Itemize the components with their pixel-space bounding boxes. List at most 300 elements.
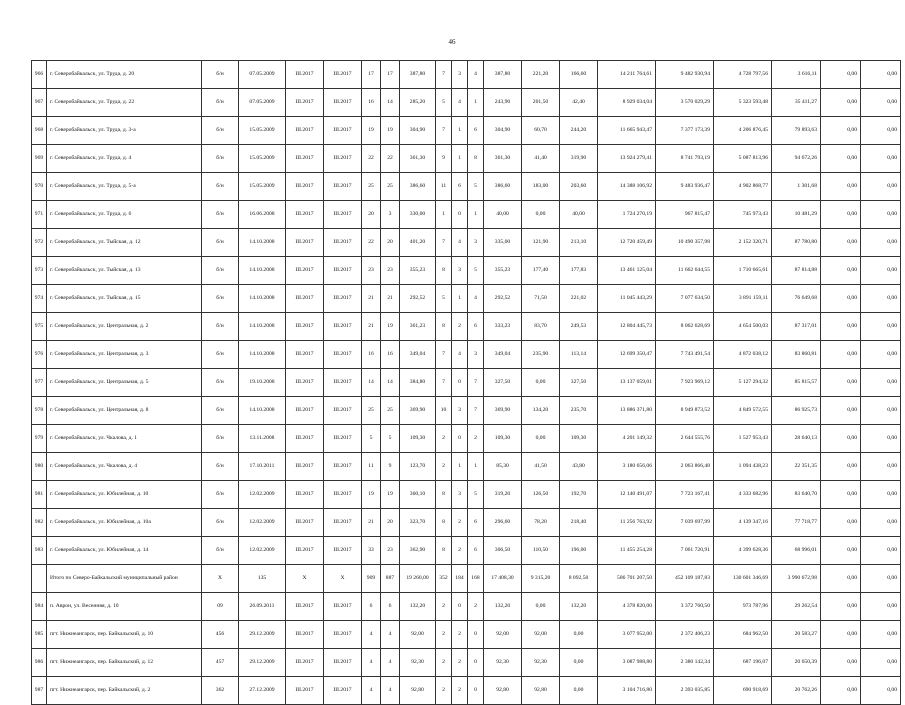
- cell-address: г. Северобайкальск, ул. Тыйская, д. 15: [47, 285, 202, 313]
- cell-cost-extra-1: 0,00: [821, 425, 861, 453]
- cell-residents-total: 21: [362, 313, 381, 341]
- cell-doc-number: б/н: [202, 509, 239, 537]
- cell-row-number: 985: [32, 621, 47, 649]
- cell-cost-total: 13 924 279,41: [598, 145, 656, 173]
- cell-row-number: 987: [32, 677, 47, 705]
- cell-area-total: 401,20: [400, 229, 436, 257]
- cell-address: п. Аврон, ул. Весенняя, д. 10: [47, 593, 202, 621]
- cell-residents-total: 33: [362, 537, 381, 565]
- cell-rooms-municipal: 6: [468, 537, 484, 565]
- cell-area-total: 384,80: [400, 369, 436, 397]
- cell-cost-extra-2: 0,00: [861, 509, 901, 537]
- cell-cost-budget: 3 891 159,11: [714, 285, 772, 313]
- cell-cost-total: 3 180 656,06: [598, 453, 656, 481]
- cell-cost-extra-1: 0,00: [821, 229, 861, 257]
- cell-rooms-private: 6: [452, 173, 468, 201]
- cell-residents-total: 19: [362, 117, 381, 145]
- cell-rooms-municipal: 1: [468, 453, 484, 481]
- cell-cost-local: 3 616,11: [772, 61, 821, 89]
- cell-rooms-total: 11: [436, 173, 452, 201]
- cell-address: г. Северобайкальск, ул. Тыйская, д. 13: [47, 257, 202, 285]
- cell-plan-start: III.2017: [286, 89, 324, 117]
- cell-cost-local: 87 814,88: [772, 257, 821, 285]
- cell-area-municipal: 221,02: [560, 285, 598, 313]
- cell-plan-end: III.2017: [324, 257, 362, 285]
- cell-rooms-municipal: 1: [468, 89, 484, 117]
- cell-doc-date: 14.10.2008: [239, 397, 286, 425]
- cell-plan-end: III.2017: [324, 509, 362, 537]
- cell-residents-total: 4: [362, 621, 381, 649]
- cell-rooms-total: 8: [436, 313, 452, 341]
- cell-address: Итого по Северо-Байкальский муниципальный район: [47, 565, 202, 593]
- cell-area-total: 304,90: [400, 117, 436, 145]
- cell-cost-local: 85 815,57: [772, 369, 821, 397]
- cell-rooms-private: 3: [452, 481, 468, 509]
- summary-row: [32, 565, 901, 593]
- cell-row-number: [32, 565, 47, 593]
- cell-area-private: 177,40: [522, 257, 560, 285]
- cell-residents-total: 16: [362, 89, 381, 117]
- cell-row-number: 975: [32, 313, 47, 341]
- table-row: [32, 509, 901, 537]
- cell-cost-extra-2: 0,00: [861, 369, 901, 397]
- cell-cost-local: 1 301,68: [772, 173, 821, 201]
- cell-area-total: 360,10: [400, 481, 436, 509]
- cell-doc-number: 09: [202, 593, 239, 621]
- cell-residents-total: 19: [362, 481, 381, 509]
- cell-rooms-total: 7: [436, 369, 452, 397]
- cell-area-relocated: 85,30: [484, 453, 522, 481]
- cell-cost-total: 11 665 943,47: [598, 117, 656, 145]
- table-row: [32, 341, 901, 369]
- cell-doc-number: б/н: [202, 229, 239, 257]
- cell-plan-end: III.2017: [324, 481, 362, 509]
- cell-residents-relocated: 14: [381, 89, 400, 117]
- cell-plan-end: III.2017: [324, 369, 362, 397]
- cell-cost-extra-1: 0,00: [821, 397, 861, 425]
- cell-cost-total: 3 087 988,80: [598, 649, 656, 677]
- cell-address: г. Северобайкальск, ул. Чкалова, д. 4: [47, 453, 202, 481]
- cell-area-municipal: 42,40: [560, 89, 598, 117]
- cell-row-number: 978: [32, 397, 47, 425]
- cell-residents-total: 20: [362, 201, 381, 229]
- cell-plan-start: III.2017: [286, 397, 324, 425]
- cell-area-private: 201,50: [522, 89, 560, 117]
- cell-cost-budget: 4 206 876,45: [714, 117, 772, 145]
- cell-residents-relocated: 25: [381, 397, 400, 425]
- cell-area-private: 183,00: [522, 173, 560, 201]
- cell-plan-end: III.2017: [324, 341, 362, 369]
- cell-cost-local: 28 640,13: [772, 425, 821, 453]
- cell-area-private: 110,50: [522, 537, 560, 565]
- cell-cost-budget: 130 601 346,69: [714, 565, 772, 593]
- cell-area-municipal: 8 092,50: [560, 565, 598, 593]
- cell-doc-date: 16.06.2008: [239, 201, 286, 229]
- cell-residents-total: 17: [362, 61, 381, 89]
- cell-area-relocated: 17 408,30: [484, 565, 522, 593]
- cell-residents-relocated: 23: [381, 257, 400, 285]
- cell-doc-number: б/н: [202, 117, 239, 145]
- cell-cost-fund: 7 061 720,91: [656, 537, 714, 565]
- cell-row-number: 982: [32, 509, 47, 537]
- cell-cost-extra-2: 0,00: [861, 229, 901, 257]
- cell-plan-start: III.2017: [286, 341, 324, 369]
- table-row: [32, 621, 901, 649]
- cell-doc-date: 13.11.2008: [239, 425, 286, 453]
- cell-rooms-municipal: 8: [468, 145, 484, 173]
- cell-cost-total: 3 077 952,00: [598, 621, 656, 649]
- cell-rooms-private: 2: [452, 509, 468, 537]
- cell-residents-total: 25: [362, 397, 381, 425]
- cell-rooms-municipal: 6: [468, 509, 484, 537]
- cell-row-number: 984: [32, 593, 47, 621]
- cell-address: г. Северобайкальск, ул. Труда, д. 20: [47, 61, 202, 89]
- cell-rooms-total: 2: [436, 621, 452, 649]
- cell-doc-date: 14.10.2008: [239, 285, 286, 313]
- cell-residents-relocated: 21: [381, 285, 400, 313]
- cell-plan-end: III.2017: [324, 453, 362, 481]
- cell-cost-extra-1: 0,00: [821, 509, 861, 537]
- cell-plan-start: III.2017: [286, 257, 324, 285]
- cell-residents-relocated: 17: [381, 61, 400, 89]
- cell-cost-total: 11 045 443,29: [598, 285, 656, 313]
- cell-cost-local: 94 672,26: [772, 145, 821, 173]
- cell-area-private: 92,80: [522, 677, 560, 705]
- cell-doc-number: X: [202, 565, 239, 593]
- cell-row-number: 983: [32, 537, 47, 565]
- cell-cost-total: 3 104 716,80: [598, 677, 656, 705]
- cell-doc-number: 456: [202, 621, 239, 649]
- cell-cost-local: 20 762,26: [772, 677, 821, 705]
- cell-rooms-private: 0: [452, 201, 468, 229]
- cell-cost-fund: 9 483 936,47: [656, 173, 714, 201]
- cell-address: г. Северобайкальск, ул. Юбилейная, д. 10а: [47, 509, 202, 537]
- cell-residents-total: 21: [362, 509, 381, 537]
- cell-cost-budget: 5 087 813,96: [714, 145, 772, 173]
- cell-cost-budget: 5 323 593,48: [714, 89, 772, 117]
- cell-cost-extra-1: 0,00: [821, 313, 861, 341]
- table-row: [32, 677, 901, 705]
- cell-cost-fund: 2 372 406,23: [656, 621, 714, 649]
- cell-row-number: 977: [32, 369, 47, 397]
- cell-area-total: 361,23: [400, 313, 436, 341]
- cell-doc-number: б/н: [202, 89, 239, 117]
- cell-area-relocated: 92,30: [484, 649, 522, 677]
- cell-cost-extra-2: 0,00: [861, 537, 901, 565]
- cell-area-private: 0,00: [522, 201, 560, 229]
- cell-doc-number: б/н: [202, 369, 239, 397]
- cell-area-relocated: 306,50: [484, 537, 522, 565]
- cell-area-relocated: 386,60: [484, 173, 522, 201]
- cell-residents-relocated: 4: [381, 677, 400, 705]
- cell-doc-number: б/н: [202, 313, 239, 341]
- cell-area-private: 121,90: [522, 229, 560, 257]
- cell-doc-date: 12.02.2009: [239, 509, 286, 537]
- cell-cost-fund: 3 570 029,29: [656, 89, 714, 117]
- cell-cost-total: 12 140 491,07: [598, 481, 656, 509]
- cell-doc-number: б/н: [202, 481, 239, 509]
- cell-rooms-municipal: 7: [468, 369, 484, 397]
- cell-rooms-private: 0: [452, 369, 468, 397]
- cell-cost-fund: 7 039 697,99: [656, 509, 714, 537]
- cell-cost-total: 8 929 034,04: [598, 89, 656, 117]
- cell-area-total: 369,90: [400, 397, 436, 425]
- cell-plan-end: III.2017: [324, 173, 362, 201]
- table-row: [32, 481, 901, 509]
- cell-residents-relocated: 19: [381, 117, 400, 145]
- cell-cost-fund: 8 949 873,52: [656, 397, 714, 425]
- cell-cost-extra-2: 0,00: [861, 425, 901, 453]
- cell-plan-start: III.2017: [286, 621, 324, 649]
- table-row: [32, 117, 901, 145]
- cell-cost-extra-2: 0,00: [861, 201, 901, 229]
- cell-doc-date: 14.10.2008: [239, 313, 286, 341]
- cell-area-private: 0,00: [522, 425, 560, 453]
- cell-address: г. Северобайкальск, ул. Центральная, д. 5: [47, 369, 202, 397]
- table-row: [32, 229, 901, 257]
- cell-cost-total: 4 378 820,00: [598, 593, 656, 621]
- cell-address: пгт. Нижнеангарск, пер. Байкальский, д. 12: [47, 649, 202, 677]
- cell-area-private: 92,30: [522, 649, 560, 677]
- cell-doc-date: 29.12.2009: [239, 649, 286, 677]
- cell-address: г. Северобайкальск, ул. Труда, д. 4: [47, 145, 202, 173]
- cell-rooms-private: 3: [452, 61, 468, 89]
- cell-cost-total: 14 388 106,92: [598, 173, 656, 201]
- cell-rooms-private: 4: [452, 89, 468, 117]
- cell-area-private: 9 315,20: [522, 565, 560, 593]
- cell-cost-budget: 2 152 320,71: [714, 229, 772, 257]
- cell-doc-number: 457: [202, 649, 239, 677]
- cell-area-private: 41,50: [522, 453, 560, 481]
- cell-doc-date: 135: [239, 565, 286, 593]
- cell-cost-fund: 8 741 793,19: [656, 145, 714, 173]
- cell-residents-total: 14: [362, 369, 381, 397]
- cell-rooms-municipal: 0: [468, 677, 484, 705]
- cell-cost-local: 83 860,81: [772, 341, 821, 369]
- cell-cost-local: 87 780,80: [772, 229, 821, 257]
- cell-rooms-private: 4: [452, 341, 468, 369]
- cell-cost-fund: 8 062 628,69: [656, 313, 714, 341]
- cell-address: г. Северобайкальск, ул. Труда, д. 22: [47, 89, 202, 117]
- cell-plan-end: III.2017: [324, 621, 362, 649]
- cell-area-municipal: 319,90: [560, 145, 598, 173]
- cell-rooms-total: 7: [436, 229, 452, 257]
- cell-cost-fund: 7 377 173,39: [656, 117, 714, 145]
- cell-rooms-private: 2: [452, 621, 468, 649]
- cell-area-private: 41,40: [522, 145, 560, 173]
- cell-doc-date: 19.10.2008: [239, 369, 286, 397]
- cell-area-total: 109,30: [400, 425, 436, 453]
- cell-area-total: 292,52: [400, 285, 436, 313]
- cell-rooms-total: 8: [436, 481, 452, 509]
- cell-cost-fund: 7 077 634,50: [656, 285, 714, 313]
- cell-doc-number: б/н: [202, 285, 239, 313]
- cell-residents-relocated: 14: [381, 369, 400, 397]
- cell-area-municipal: 0,00: [560, 677, 598, 705]
- cell-cost-extra-1: 0,00: [821, 453, 861, 481]
- cell-plan-end: X: [324, 565, 362, 593]
- cell-area-relocated: 296,60: [484, 509, 522, 537]
- cell-rooms-total: 352: [436, 565, 452, 593]
- cell-area-municipal: 213,10: [560, 229, 598, 257]
- cell-doc-date: 15.05.2009: [239, 117, 286, 145]
- cell-rooms-private: 184: [452, 565, 468, 593]
- cell-residents-relocated: 23: [381, 537, 400, 565]
- cell-cost-extra-1: 0,00: [821, 565, 861, 593]
- cell-area-municipal: 203,60: [560, 173, 598, 201]
- cell-doc-date: 15.05.2009: [239, 145, 286, 173]
- cell-row-number: 966: [32, 61, 47, 89]
- cell-doc-date: 14.10.2008: [239, 229, 286, 257]
- cell-area-relocated: 327,50: [484, 369, 522, 397]
- cell-cost-local: 76 649,68: [772, 285, 821, 313]
- cell-area-municipal: 113,14: [560, 341, 598, 369]
- cell-residents-relocated: 16: [381, 341, 400, 369]
- cell-cost-fund: 2 380 142,34: [656, 649, 714, 677]
- cell-rooms-total: 7: [436, 117, 452, 145]
- cell-cost-extra-1: 0,00: [821, 145, 861, 173]
- cell-doc-number: б/н: [202, 173, 239, 201]
- cell-cost-fund: 452 109 187,83: [656, 565, 714, 593]
- cell-address: г. Северобайкальск, ул. Юбилейная, д. 10: [47, 481, 202, 509]
- cell-cost-extra-2: 0,00: [861, 593, 901, 621]
- cell-cost-extra-2: 0,00: [861, 677, 901, 705]
- cell-cost-budget: 4 728 797,56: [714, 61, 772, 89]
- cell-doc-date: 15.05.2009: [239, 173, 286, 201]
- table-row: [32, 649, 901, 677]
- cell-row-number: 971: [32, 201, 47, 229]
- cell-rooms-total: 2: [436, 425, 452, 453]
- cell-residents-relocated: 3: [381, 201, 400, 229]
- cell-address: пгт. Нижнеангарск, пер. Байкальский, д. 10: [47, 621, 202, 649]
- cell-residents-total: 6: [362, 593, 381, 621]
- cell-plan-end: III.2017: [324, 537, 362, 565]
- cell-cost-total: 13 886 371,80: [598, 397, 656, 425]
- cell-area-relocated: 40,00: [484, 201, 522, 229]
- cell-cost-extra-2: 0,00: [861, 341, 901, 369]
- cell-plan-start: III.2017: [286, 425, 324, 453]
- cell-cost-extra-2: 0,00: [861, 117, 901, 145]
- cell-rooms-private: 2: [452, 649, 468, 677]
- cell-rooms-total: 8: [436, 537, 452, 565]
- cell-doc-date: 12.02.2009: [239, 537, 286, 565]
- cell-rooms-municipal: 6: [468, 313, 484, 341]
- cell-area-relocated: 349,04: [484, 341, 522, 369]
- cell-cost-budget: 4 902 868,77: [714, 173, 772, 201]
- cell-cost-budget: 4 849 572,55: [714, 397, 772, 425]
- cell-area-total: 92,30: [400, 649, 436, 677]
- cell-area-relocated: 92,00: [484, 621, 522, 649]
- cell-area-private: 71,50: [522, 285, 560, 313]
- cell-cost-extra-2: 0,00: [861, 397, 901, 425]
- cell-doc-date: 07.05.2009: [239, 89, 286, 117]
- cell-plan-start: III.2017: [286, 117, 324, 145]
- cell-cost-total: 11 455 254,28: [598, 537, 656, 565]
- cell-area-private: 92,00: [522, 621, 560, 649]
- cell-cost-total: 12 804 445,73: [598, 313, 656, 341]
- cell-address: г. Северобайкальск, ул. Труда, д. 6: [47, 201, 202, 229]
- cell-cost-budget: 1 710 665,61: [714, 257, 772, 285]
- cell-cost-extra-1: 0,00: [821, 593, 861, 621]
- cell-residents-total: 21: [362, 285, 381, 313]
- cell-cost-local: 22 351,35: [772, 453, 821, 481]
- cell-doc-number: б/н: [202, 397, 239, 425]
- cell-row-number: 973: [32, 257, 47, 285]
- cell-rooms-total: 7: [436, 61, 452, 89]
- cell-area-relocated: 361,30: [484, 145, 522, 173]
- cell-area-relocated: 319,20: [484, 481, 522, 509]
- cell-rooms-private: 2: [452, 537, 468, 565]
- cell-cost-local: 77 718,77: [772, 509, 821, 537]
- cell-cost-extra-2: 0,00: [861, 649, 901, 677]
- cell-area-private: 0,00: [522, 369, 560, 397]
- cell-address: г. Северобайкальск, ул. Труда, д. 3-а: [47, 117, 202, 145]
- cell-rooms-total: 1: [436, 201, 452, 229]
- cell-row-number: 986: [32, 649, 47, 677]
- cell-plan-start: III.2017: [286, 369, 324, 397]
- cell-cost-total: 12 720 459,49: [598, 229, 656, 257]
- cell-area-municipal: 43,80: [560, 453, 598, 481]
- cell-cost-extra-1: 0,00: [821, 369, 861, 397]
- cell-cost-local: 83 640,70: [772, 481, 821, 509]
- cell-residents-relocated: 19: [381, 313, 400, 341]
- cell-plan-end: III.2017: [324, 397, 362, 425]
- cell-cost-extra-2: 0,00: [861, 565, 901, 593]
- cell-area-relocated: 387,80: [484, 61, 522, 89]
- cell-row-number: 968: [32, 117, 47, 145]
- cell-doc-number: б/н: [202, 61, 239, 89]
- cell-rooms-municipal: 5: [468, 257, 484, 285]
- cell-address: г. Северобайкальск, ул. Чкалова, д. 1: [47, 425, 202, 453]
- cell-area-total: 386,60: [400, 173, 436, 201]
- cell-area-municipal: 196,00: [560, 537, 598, 565]
- cell-doc-number: 362: [202, 677, 239, 705]
- cell-plan-start: X: [286, 565, 324, 593]
- cell-cost-extra-2: 0,00: [861, 453, 901, 481]
- cell-rooms-municipal: 2: [468, 593, 484, 621]
- cell-cost-fund: 11 662 644,55: [656, 257, 714, 285]
- cell-cost-extra-2: 0,00: [861, 173, 901, 201]
- cell-rooms-private: 0: [452, 593, 468, 621]
- cell-cost-budget: 1 094 438,23: [714, 453, 772, 481]
- cell-rooms-total: 10: [436, 397, 452, 425]
- cell-residents-total: 5: [362, 425, 381, 453]
- cell-rooms-private: 0: [452, 425, 468, 453]
- table-row: [32, 173, 901, 201]
- cell-area-total: 361,30: [400, 145, 436, 173]
- cell-plan-start: III.2017: [286, 509, 324, 537]
- cell-area-relocated: 109,30: [484, 425, 522, 453]
- cell-cost-fund: 9 482 930,94: [656, 61, 714, 89]
- cell-cost-extra-1: 0,00: [821, 173, 861, 201]
- cell-plan-end: III.2017: [324, 89, 362, 117]
- cell-cost-budget: 690 918,69: [714, 677, 772, 705]
- cell-plan-start: III.2017: [286, 481, 324, 509]
- table-row: [32, 453, 901, 481]
- cell-row-number: 967: [32, 89, 47, 117]
- cell-area-municipal: 40,00: [560, 201, 598, 229]
- cell-address: г. Северобайкальск, ул. Центральная, д. 2: [47, 313, 202, 341]
- cell-residents-total: 22: [362, 229, 381, 257]
- housing-register-table: [31, 60, 901, 705]
- cell-doc-date: 17.10.2011: [239, 453, 286, 481]
- cell-rooms-municipal: 6: [468, 117, 484, 145]
- cell-doc-number: б/н: [202, 201, 239, 229]
- cell-area-private: 235,90: [522, 341, 560, 369]
- cell-rooms-private: 1: [452, 117, 468, 145]
- cell-residents-relocated: 20: [381, 509, 400, 537]
- cell-cost-local: 86 925,73: [772, 397, 821, 425]
